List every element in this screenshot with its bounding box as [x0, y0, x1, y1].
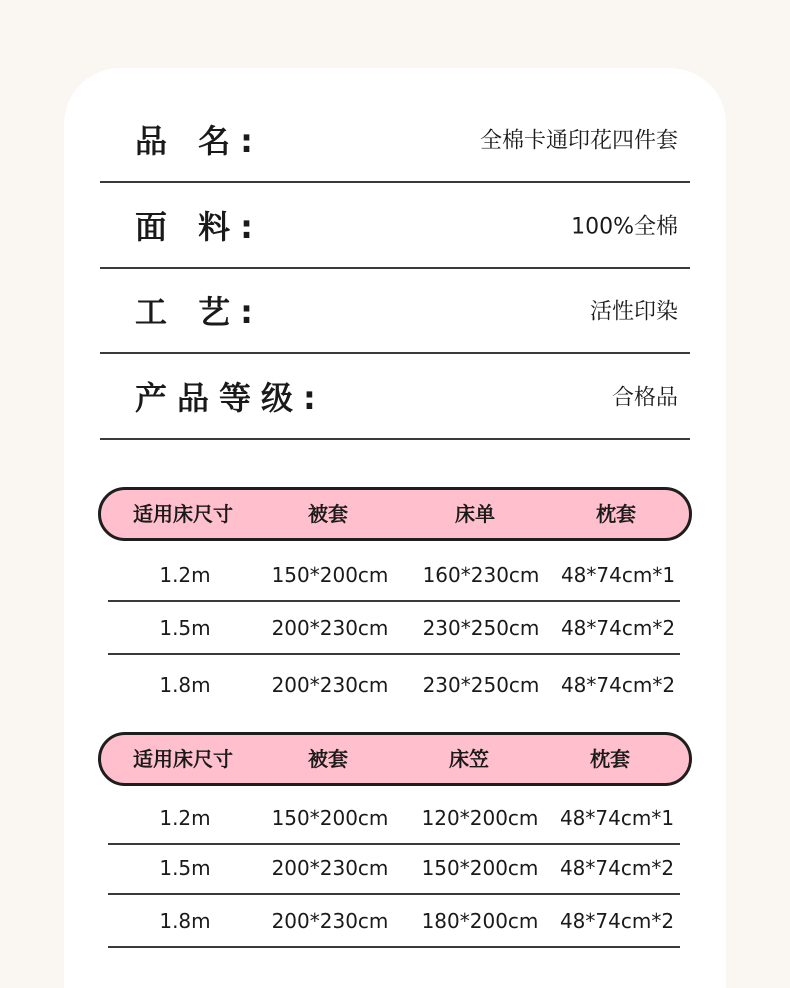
spec-value: 100%全棉: [571, 214, 678, 240]
table-row: [108, 658, 680, 711]
header-cell-duvet: 被套: [308, 747, 348, 771]
table-cell: 48*74cm*1: [560, 562, 676, 587]
table-row: [108, 792, 680, 845]
table-cell: 150*200cm: [421, 855, 539, 880]
table-cell: 1.8m: [159, 672, 211, 697]
spec-value: 全棉卡通印花四件套: [479, 128, 678, 154]
table-cell: 200*230cm: [271, 855, 389, 880]
table-cell: 48*74cm*2: [559, 908, 675, 933]
table-cell: 1.8m: [159, 908, 211, 933]
table-cell: 160*230cm: [422, 562, 540, 587]
table-cell: 48*74cm*2: [560, 615, 676, 640]
spec-value: 活性印染: [589, 299, 678, 325]
spec-label: 面 料:: [135, 208, 263, 246]
table-cell: 120*200cm: [421, 805, 539, 830]
header-cell-pillowcase: 枕套: [590, 747, 630, 771]
table-cell: 1.2m: [159, 805, 211, 830]
table-cell: 48*74cm*2: [559, 855, 675, 880]
table-cell: 1.5m: [159, 615, 211, 640]
table-cell: 180*200cm: [421, 908, 539, 933]
table-cell: 48*74cm*1: [559, 805, 675, 830]
header-cell-duvet: 被套: [308, 502, 348, 526]
table-cell: 200*230cm: [271, 672, 389, 697]
spec-value: 合格品: [611, 385, 678, 411]
table-cell: 1.2m: [159, 562, 211, 587]
table-cell: 200*230cm: [271, 908, 389, 933]
spec-label: 品 名:: [135, 122, 263, 160]
size-table-2-header: [98, 732, 692, 786]
header-cell-bed-size: 适用床尺寸: [133, 747, 233, 771]
table-cell: 230*250cm: [422, 615, 540, 640]
table-row: [108, 895, 680, 948]
table-cell: 150*200cm: [271, 562, 389, 587]
spec-label: 产品等级:: [135, 379, 326, 417]
table-cell: 1.5m: [159, 855, 211, 880]
spec-label: 工 艺:: [135, 293, 263, 331]
spec-row-craft: [100, 268, 690, 354]
table-row: [108, 549, 680, 602]
table-row: [108, 602, 680, 655]
size-table-1-header: [98, 487, 692, 541]
header-cell-fitted-sheet: 床笠: [449, 747, 489, 771]
table-cell: 200*230cm: [271, 615, 389, 640]
header-cell-bed-size: 适用床尺寸: [133, 502, 233, 526]
table-cell: 150*200cm: [271, 805, 389, 830]
table-cell: 48*74cm*2: [560, 672, 676, 697]
header-cell-sheet: 床单: [455, 502, 495, 526]
spec-row-grade: [100, 354, 690, 440]
spec-row-product-name: [100, 97, 690, 183]
spec-row-fabric: [100, 183, 690, 269]
header-cell-pillowcase: 枕套: [596, 502, 636, 526]
table-row: [108, 842, 680, 895]
table-cell: 230*250cm: [422, 672, 540, 697]
